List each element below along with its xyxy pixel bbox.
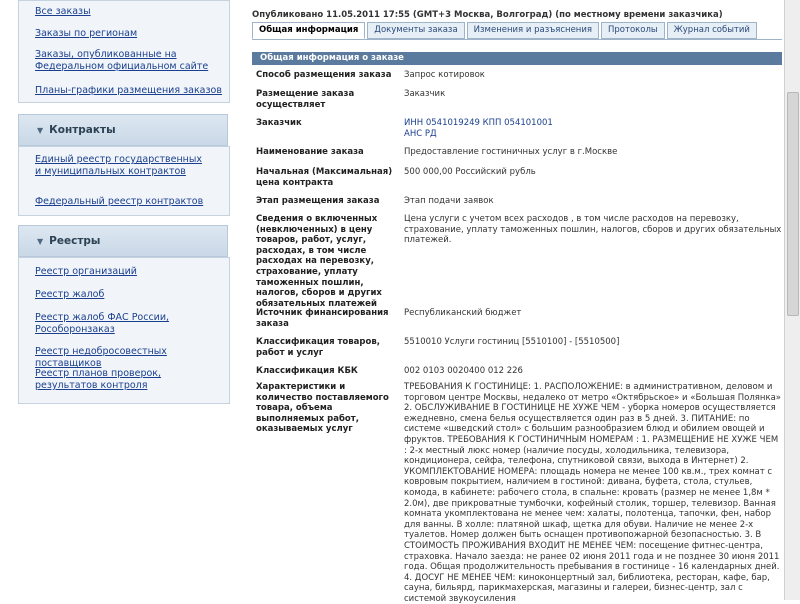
- field-label: Способ размещения заказа: [256, 70, 392, 80]
- field-value: Заказчик: [404, 89, 446, 99]
- tab-event-log[interactable]: Журнал событий: [667, 22, 757, 39]
- link-schedule-plans[interactable]: Планы-графики размещения заказов: [35, 85, 222, 96]
- contracts-box: [18, 146, 230, 216]
- publication-date: Опубликовано 11.05.2011 17:55 (GMT+3 Москва, Волгоград) (по местному времени заказчика): [252, 10, 723, 20]
- chevron-down-icon: ▼: [37, 126, 44, 135]
- field-value: 5510010 Услуги гостиниц [5510100] - [5510500]: [404, 337, 620, 347]
- chevron-down-icon: ▼: [37, 237, 44, 246]
- field-value: ТРЕБОВАНИЯ К ГОСТИНИЦЕ: 1. РАСПОЛОЖЕНИЕ: в административном, деловом и торговом центре Москвы, недалеко от метро «Октябрьское» и «Большая Полянка» 2. ОБСЛУЖИВАНИЕ В ГОСТИНИЦЕ НЕ ХУЖЕ ЧЕМ - уборка номеров осуществляется ежедневно, смена белья осуществляется один раз в 5 дней. 3. ПИТАНИЕ: по системе «шведский стол» с большим разнообразием блюд и обилием овощей и фруктов. ТРЕБОВАНИЯ К ГОСТИНИЧНЫМ НОМЕРАМ : 1. РАЗМЕЩЕНИЕ НЕ ХУЖЕ ЧЕМ : 2-х местный люкс номер (наличие посуды, холодильника, телевизора, кондиционера, сейфа, телефона, спутниковой связи, выхода в Интернет) 2. УКОМПЛЕКТОВАНИЕ НОМЕРА: площадь номера не менее 100 кв.м., трех комнат с ковровым покрытием, наличием в гостиной: дивана, буфета, стола, стульев, комода, в кабинете: рабочего стола, в спальне: кровать (размер не менее 1,8м * 2.0м), две прикроватные тумбочки, кофейный столик, торшер, телевизор. Ванная комната укомплектована не менее чем: халаты, полотенца, тапочки, фен, набор для ванны. В холле: платяной шкаф, щетка для обуви. Наличие не менее 2-х туалетов. Номер должен быть оснащен противопожарной безопасностью. 3. В СТОИМОСТЬ ПРОЖИВАНИЯ ВХОДИТ НЕ МЕНЕЕ ЧЕМ: посещение фитнес-центра, страховка. Начало заезда: не ранее 02 июня 2011 года и не позднее 30 июня 2011 года. Общая продолжительность пребывания в гостинице - 16 календарных дней. 4. ДОСУГ НЕ МЕНЕЕ ЧЕМ: киноконцертный зал, библиотека, ресторан, кафе, бар, сауна, бильярд, парикмахерская, магазины и галереи, бизнес-центр, зал с системой звукоусиления: [404, 382, 781, 604]
- field-value: Запрос котировок: [404, 70, 485, 80]
- link-federal-contracts[interactable]: Федеральный реестр контрактов: [35, 196, 204, 207]
- link-inspection-plans[interactable]: Реестр планов проверок, результатов контроля: [35, 368, 162, 391]
- link-organizations-registry[interactable]: Реестр организаций: [35, 266, 137, 277]
- field-value: 002 0103 0020400 012 226: [404, 366, 523, 376]
- section-header: Общая информация о заказе: [252, 52, 782, 65]
- registries-box: [18, 257, 230, 404]
- link-unfair-suppliers[interactable]: Реестр недобросовестных поставщиков: [35, 346, 167, 369]
- field-label: Начальная (Максимальная) цена контракта: [256, 167, 393, 188]
- contracts-header[interactable]: [18, 114, 228, 146]
- scrollbar-thumb[interactable]: [787, 92, 799, 316]
- contracts-title: Контракты: [49, 124, 116, 136]
- link-orders-by-region[interactable]: Заказы по регионам: [35, 28, 138, 39]
- field-value: 500 000,00 Российский рубль: [404, 167, 536, 177]
- field-value: Предоставление гостиничных услуг в г.Москве: [404, 147, 618, 157]
- link-complaints-registry[interactable]: Реестр жалоб: [35, 289, 105, 300]
- field-value: Цена услуги с учетом всех расходов , в том числе расходов на перевозку, страхование, уплату таможенных пошлин, налогов, сборов и других обязательных платежей.: [404, 214, 782, 246]
- sidebar-orders-box: [18, 0, 230, 103]
- registries-header[interactable]: [18, 225, 228, 257]
- tab-documents[interactable]: Документы заказа: [367, 22, 464, 39]
- vertical-scrollbar[interactable]: [784, 0, 800, 600]
- field-label: Заказчик: [256, 118, 302, 128]
- customer-value[interactable]: ИНН 0541019249 КПП 054101001 АНС РД: [404, 118, 553, 139]
- field-label: Сведения о включенных (невключенных) в цену товаров, работ, услуг, расходах, в том числе расходах на перевозку, страхование, уплату таможенных пошлин, налогов, сборов и других обязательных платежей: [256, 214, 382, 309]
- field-value: Этап подачи заявок: [404, 196, 494, 206]
- field-value: Республиканский бюджет: [404, 308, 522, 318]
- field-label: Наименование заказа: [256, 147, 364, 157]
- registries-title: Реестры: [49, 235, 101, 247]
- tab-bar: [252, 22, 759, 39]
- field-label: Классификация КБК: [256, 366, 358, 376]
- link-federal-site-orders[interactable]: Заказы, опубликованные на Федеральном официальном сайте: [35, 49, 209, 72]
- field-label: Классификация товаров, работ и услуг: [256, 337, 380, 358]
- field-label: Характеристики и количество поставляемого товара, объема выполняемых работ, оказываемых услуг: [256, 382, 389, 435]
- link-fas-complaints[interactable]: Реестр жалоб ФАС России, Рособоронзаказ: [35, 312, 170, 335]
- tab-general-info[interactable]: Общая информация: [252, 22, 365, 39]
- field-label: Источник финансирования заказа: [256, 308, 389, 329]
- tab-divider: [252, 39, 782, 40]
- link-all-orders[interactable]: Все заказы: [35, 6, 91, 17]
- field-label: Размещение заказа осуществляет: [256, 89, 355, 110]
- tab-changes[interactable]: Изменения и разъяснения: [467, 22, 599, 39]
- tab-protocols[interactable]: Протоколы: [601, 22, 665, 39]
- link-contracts-registry[interactable]: Единый реестр государственных и муниципальных контрактов: [35, 154, 202, 177]
- field-label: Этап размещения заказа: [256, 196, 380, 206]
